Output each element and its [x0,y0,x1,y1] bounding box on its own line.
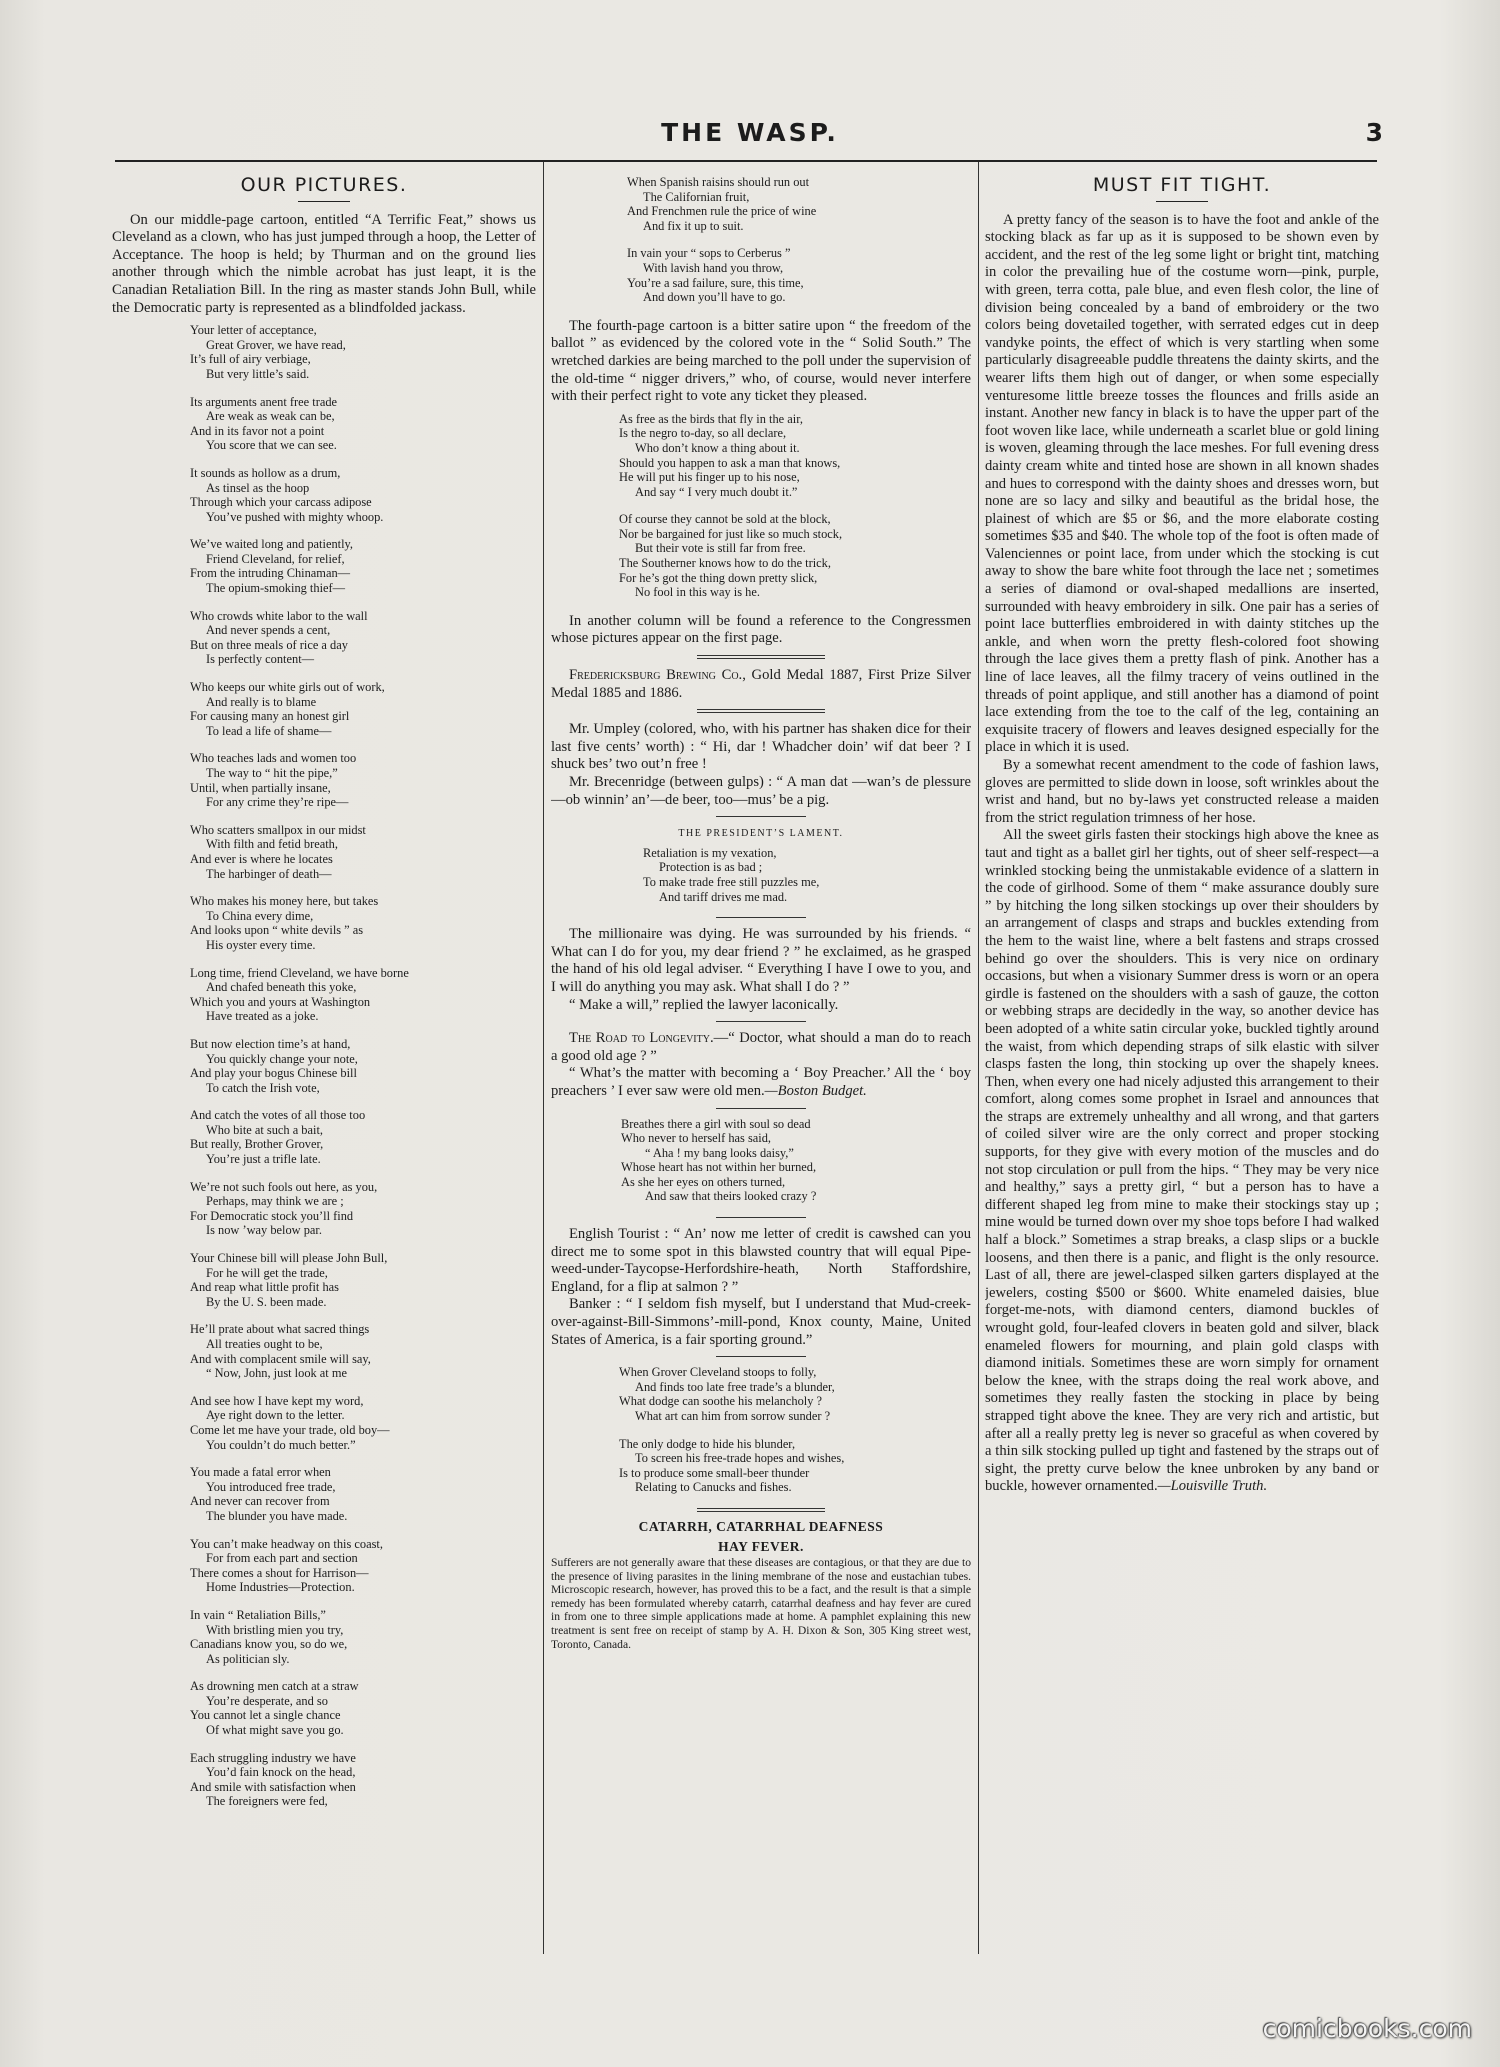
millionaire-paragraph: The millionaire was dying. He was surrounded by his friends. “ What can I do for you, my dear friend ? ” he exclaimed, as he grasped the hand of his old legal adviser. “ Everything I have I owe to you, and I will do anything you may ask. What shall I do ? ” [551,926,971,995]
poem-line: Is to produce some small-beer thunder [619,1465,810,1480]
separator [697,709,825,713]
poem-line: Perhaps, may think we are ; [206,1194,344,1209]
poem-line: And tariff drives me mad. [659,889,788,904]
poem-line: And finds too late free trade’s a blunder, [635,1379,835,1394]
poem-line: No fool in this way is he. [635,585,760,600]
poem-line: As politician sly. [206,1651,290,1666]
poem-line: For Democratic stock you’ll find [190,1208,354,1223]
poem-stanza [190,680,536,738]
poem-line: You score that we can see. [206,438,337,453]
poem-line: You couldn’t do much better.” [206,1437,356,1452]
poem-stanza [190,1465,536,1523]
poem-line: Of course they cannot be sold at the block, [619,512,831,527]
poem-line: But very little’s said. [206,366,310,381]
road-longevity-question: —“ Doctor, what should a man do to reach a good old age ? ” [551,1030,971,1064]
poem-line: You’re desperate, and so [206,1693,328,1708]
poem-stanza [627,175,971,233]
brecenridge-paragraph: Mr. Brecenridge (between gulps) : “ A man dat —wan’s de plessure—ob winnin’ an’—de beer, too—mus’ be a pig. [551,774,971,808]
poem-line: With lavish hand you throw, [643,260,784,275]
poem-line: There comes a shout for Harrison— [190,1565,369,1580]
make-will-paragraph: “ Make a will,” replied the lawyer laconically. [569,996,839,1013]
grover-folly-poem [551,1365,971,1495]
poem-line: Retaliation is my vexation, [643,845,777,860]
poem-line: And see how I have kept my word, [190,1393,364,1408]
poem-stanza [643,846,971,904]
must-fit-tight-heading: MUST FIT TIGHT. [1092,175,1272,196]
poem-stanza [190,751,536,809]
poem-line: With filth and fetid breath, [206,837,338,852]
poem-line: The Southerner knows how to do the trick, [619,556,831,571]
poem-line: The foreigners were fed, [206,1794,328,1809]
newspaper-title: THE WASP. [661,118,839,147]
poem-line: Who scatters smallpox in our midst [190,822,366,837]
poem-line: Come let me have your trade, old boy— [190,1422,390,1437]
poem-line: And never can recover from [190,1494,330,1509]
heading-rule [1156,201,1208,202]
poem-line: And say “ I very much doubt it.” [635,484,798,499]
poem-line: We’re not such fools out here, as you, [190,1179,378,1194]
boston-budget-source: —Boston Budget. [764,1082,867,1099]
louisville-truth-source: —Louisville Truth. [1157,1478,1268,1495]
poem-stanza [190,1394,536,1452]
poem-line: His oyster every time. [206,937,316,952]
poem-line: “ Aha ! my bang looks daisy,” [645,1145,794,1160]
banker-paragraph: Banker : “ I seldom fish myself, but I understand that Mud-creek-over-against-Bill-Simmons’-mill-pond, Knox county, Maine, United States of America, is a fair sporting ground.” [551,1296,971,1348]
separator [697,655,825,659]
masthead [115,118,1385,158]
poem-stanza [619,412,971,500]
poem-line: And reap what little profit has [190,1280,339,1295]
poem-line: For causing many an honest girl [190,709,350,724]
poem-line: He will put his finger up to his nose, [619,470,800,485]
poem-line: The way to “ hit the pipe,” [206,766,338,780]
poem-line: Who don’t know a thing about it. [635,440,800,455]
poem-line: Great Grover, we have read, [206,337,346,352]
column-rule-1 [543,162,544,1954]
poem-line: For from each part and section [206,1551,358,1566]
poem-line: Canadians know you, so do we, [190,1637,348,1652]
poem-line: Aye right down to the letter. [206,1408,345,1423]
poem-line: To catch the Irish vote, [206,1080,320,1095]
poem-line: You’d fain knock on the head, [206,1765,356,1780]
poem-line: You’re just a trifle late. [206,1152,321,1167]
poem-line: You made a fatal error when [190,1465,331,1480]
separator [716,917,806,918]
poem-stanza [190,1751,536,1809]
poem-line: But now election time’s at hand, [190,1036,351,1051]
poem-line: He’ll prate about what sacred things [190,1322,370,1337]
poem-line: And fix it up to suit. [643,218,744,233]
poem-line: For he will get the trade, [206,1265,328,1280]
poem-line: And catch the votes of all those too [190,1108,366,1123]
poem-line: Breathes there a girl with soul so dead [621,1116,811,1131]
heading-rule [298,201,350,202]
english-tourist-paragraph: English Tourist : “ An’ now me letter of credit is cawshed can you direct me to some spot in this blawsted country that will equal Pipe-weed-under-Taycopse-Herfordshire-heath, North Staffordshire, England, for a flip at salmon ? ” [551,1226,971,1295]
poem-stanza [190,1180,536,1238]
poem-line: Is now ’way below par. [206,1223,322,1238]
poem-line: Have treated as a joke. [206,1009,319,1024]
poem-line: You cannot let a single chance [190,1708,341,1723]
poem-line: When Grover Cleveland stoops to folly, [619,1365,817,1380]
poem-stanza [190,1608,536,1666]
breathes-there-poem [551,1117,971,1205]
catarrh-heading: CATARRH, CATARRHAL DEAFNESS [638,1518,884,1534]
poem-line: And with complacent smile will say, [190,1351,371,1366]
poem-stanza [190,1537,536,1595]
poem-line: Who makes his money here, but takes [190,894,379,909]
poem-line: You quickly change your note, [206,1051,358,1066]
fourth-page-cartoon: The fourth-page cartoon is a bitter satire upon “ the freedom of the ballot ” as evidenced by the colored vote in the “ Solid South.” The wretched darkies are being marched to the poll under the supervision of the old-time “ nigger drivers,” who, of course, would never interfere with their perfect right to vote any ticket they pleased. [551,317,971,405]
poem-line: By the U. S. been made. [206,1294,327,1309]
umpley-paragraph: Mr. Umpley (colored, who, with his partner has shaken dice for their last five cents’ worth) : “ Hi, dar ! Whadcher doin’ wif dat beer ? I shuck bes’ two out’n free ! [551,721,971,773]
poem-line: What art can him from sorrow sunder ? [635,1409,831,1423]
poem-stanza [190,1037,536,1095]
poem-line: All treaties ought to be, [206,1337,323,1351]
poem-stanza [190,966,536,1024]
separator [716,1021,806,1022]
poem-line: To China every dime, [206,908,314,923]
poem-line: For he’s got the thing down pretty slick, [619,570,818,585]
poem-line: Who teaches lads and women too [190,751,357,766]
road-longevity-name: The Road to Longevity. [569,1030,714,1047]
poem-line: Protection is as bad ; [659,860,763,875]
poem-line: What dodge can soothe his melancholy ? [619,1394,823,1409]
poem-line: Are weak as weak can be, [206,409,335,424]
poem-line: And ever is where he locates [190,851,333,866]
poem-line: And down you’ll have to go. [643,290,786,305]
poem-line: Which you and yours at Washington [190,994,371,1009]
poem-stanza [190,894,536,952]
poem-line: In vain your “ sops to Cerberus ” [627,246,791,261]
poem-stanza [190,1322,536,1380]
poem-line: For any crime they’re ripe— [206,795,349,810]
poem-line: Your letter of acceptance, [190,323,317,338]
header-rule [115,160,1377,162]
gloves-paragraph: By a somewhat recent amendment to the code of fashion laws, gloves are permitted to slide down in loose, soft wrinkles about the wrist and hand, but no by-laws yet constructed release a maiden from the strict regulation trimness of her hose. [985,757,1379,826]
poem-line: Who crowds white labor to the wall [190,608,368,623]
poem-line: From the intruding Chinaman— [190,566,351,581]
column-middle [551,175,971,1965]
page-number: 3 [1365,118,1383,147]
poem-line: And looks upon “ white devils ” as [190,923,364,938]
poem-line: Is the negro to-day, so all declare, [619,426,787,441]
poem-stanza [190,466,536,524]
our-pictures-heading: OUR PICTURES. [240,175,408,196]
poem-stanza [190,1108,536,1166]
poem-line: Is perfectly content— [206,652,315,667]
poem-line: And chafed beneath this yoke, [206,980,357,995]
poem-line: Through which your carcass adipose [190,495,372,510]
poem-line: As tinsel as the hoop [206,480,310,495]
poem-line: It sounds as hollow as a drum, [190,465,341,480]
poem-line: “ Now, John, just look at me [206,1366,347,1381]
poem-stanza [619,1437,971,1495]
poem-line: In vain “ Retaliation Bills,” [190,1607,326,1622]
poem-line: Your Chinese bill will please John Bull, [190,1251,388,1266]
poem-line: Who never to herself has said, [621,1131,772,1146]
poem-line: You introduced free trade, [206,1479,336,1494]
poem-line: But their vote is still far from free. [635,541,806,556]
poem-line: Its arguments anent free trade [190,394,338,409]
poem-line: And play your bogus Chinese bill [190,1066,357,1081]
poem-line: Home Industries—Protection. [206,1580,355,1595]
poem-line: The Californian fruit, [643,189,750,204]
president-lament-poem [551,846,971,904]
poem-line: It’s full of airy verbiage, [190,352,311,367]
column-rule-2 [978,162,979,1954]
poem-line: When Spanish raisins should run out [627,175,810,189]
poem-stanza [190,1679,536,1737]
poem-line: And really is to blame [206,694,317,709]
poem-stanza [190,823,536,881]
poem-line: As drowning men catch at a straw [190,1679,359,1694]
poem-line: The only dodge to hide his blunder, [619,1436,796,1451]
poem-stanza [619,1365,971,1423]
poem-line: Who bite at such a bait, [206,1122,323,1137]
poem-stanza [190,1251,536,1309]
poem-line: The opium-smoking thief— [206,581,346,596]
poem-continuation [551,175,971,305]
separator [716,816,806,817]
poem-line: To screen his free-trade hopes and wishes, [635,1451,845,1466]
poem-line: You can’t make headway on this coast, [190,1536,383,1551]
poem-line: And Frenchmen rule the price of wine [627,204,817,219]
poem-line: Nor be bargained for just like so much stock, [619,526,843,541]
poem-stanza [190,609,536,667]
poem-line: As free as the birds that fly in the air, [619,411,803,426]
poem-line: Should you happen to ask a man that knows, [619,455,841,470]
poem-line: Each struggling industry we have [190,1750,356,1765]
poem-line: With bristling mien you try, [206,1622,344,1637]
boy-preacher-answer: “ What’s the matter with becoming a ‘ Boy Preacher.’ All the ‘ boy preachers ’ I ever saw were old men. [551,1065,971,1099]
poem-line: And in its favor not a point [190,423,325,438]
cartoon-description: On our middle-page cartoon, entitled “A Terrific Feat,” shows us Cleveland as a clown, who has just jumped through a hoop, the Letter of Acceptance. The hoop is held; by Thurman and on the ground lies another through which the nimble acrobat has just leapt, it is the Canadian Retaliation Bill. In the ring as master stands John Bull, while the Democratic party is represented as a blindfolded jackass. [112,211,536,316]
poem-line: To make trade free still puzzles me, [643,874,820,889]
poem-line: And never spends a cent, [206,623,331,638]
acceptance-poem [112,323,536,1809]
poem-line: But on three meals of rice a day [190,637,348,652]
hay-fever-heading: HAY FEVER. [718,1538,804,1554]
poem-stanza [190,395,536,453]
catarrh-advertisement: Sufferers are not generally aware that these diseases are contagious, or that they are due to the presence of living parasites in the lining membrane of the nose and eustachian tubes. Microscopic research, however, has proved this to be a fact, and the result is that a simple remedy has been formulated whereby catarrh, catarrhal deafness and hay fever are cured in from one to three simple applications made at home. A pamphlet explaining this new treatment is sent free on receipt of stamp by A. H. Dixon & Son, 305 King street west, Toronto, Canada. [551,1555,971,1651]
poem-line: Long time, friend Cleveland, we have borne [190,965,409,980]
poem-line: To lead a life of shame— [206,723,332,738]
separator [716,1108,806,1109]
poem-line: You’ve pushed with mighty whoop. [206,509,384,524]
poem-line: But really, Brother Grover, [190,1137,324,1152]
site-watermark: comicbooks.com [1262,2014,1472,2043]
separator [697,1508,825,1512]
poem-stanza [190,323,536,381]
poem-line: The harbinger of death— [206,866,332,881]
poem-line: Of what might save you go. [206,1723,344,1738]
poem-line: Who keeps our white girls out of work, [190,680,385,695]
fredericksburg-name: Fredericksburg Brewing Co. [569,667,743,684]
poem-line: And saw that theirs looked crazy ? [645,1189,817,1204]
poem-stanza [627,246,971,304]
free-as-birds-poem [551,412,971,600]
poem-line: Until, when partially insane, [190,780,331,795]
poem-line: The blunder you have made. [206,1508,348,1523]
poem-stanza [190,537,536,595]
poem-line: Friend Cleveland, for relief, [206,551,345,566]
poem-stanza [621,1117,971,1205]
poem-line: We’ve waited long and patiently, [190,537,354,552]
stocking-fashion-paragraph: A pretty fancy of the season is to have the foot and ankle of the stocking black as far up as it is supposed to be shown even by accident, and the rest of the leg some light or bright tint, matching in color the prevailing hue of the costume worn—pink, purple, with green, terra cotta, pale blue, and even flesh color, the line of division being concealed by a band of embroidery or the two colors being dovetailed together, with serrated edges cut in deep vandyke points, the effect of which is very startling when some particularly disagreeable puddle threatens the dainty skirts, and the wearer lifts them high out of danger, or when some especially venturesome little breeze tosses the flounces and frills aside an instant. Another new fancy in black is to have the upper part of the foot woven like lace, while underneath a scarlet blue or gold lining is woven, gleaming through the lace meshes. For full evening dress dainty cream white and tinted hose are shown in all known shades and hues to correspond with the dainty shoes and dresses worn, but none are so lacy and silky and beautiful as the bridal hose, the plainest of which are $5 or $6, and the more elaborate costing sometimes $35 and $40. The whole top of the foot is often made of Valenciennes or point lace, from under which the stocking is cut away to show the bare white foot through the lace net ; sometimes a series of diamond or oval-shaped medallions are inserted, surrounded with heavy embroidery in silk. One pair has a series of point lace butterflies embroidered in with dainty stitches up the ankle, and when worn the pretty flesh-colored foot showing through the lace gives them a pretty flash of pink. Another has a line of lace leaves, all the filmy tracery of veins outlined in the threads of point applique, and still another has a diamond of point lace extending from the toe to the calf of the leg, containing an exquisite tracery of flowers and leaves designed especially for the place in which it is used. [985,211,1379,756]
poem-line: As she her eyes on others turned, [621,1174,786,1189]
separator [716,1356,806,1357]
congressmen-note: In another column will be found a reference to the Congressmen whose pictures appear on the first page. [551,612,971,647]
garters-paragraph: All the sweet girls fasten their stockings high above the knee as taut and tight as a ballet girl her tights, out of sheer self-respect—a wrinkled stocking being the unmistakable evidence of a slattern in the code of girlhood. Some of them “ make assurance doubly sure ” by hitching the long silken stockings up over their shoulders by an arrangement of clasps and straps and buckles extending from the hem to the waist line, where a belt fastens and straps crossed behind go over the shoulders. This is very nice on ordinary occasions, but when a visionary Summer dress is worn or an opera girdle is fastened on the shoulders with a sash of gauze, the cotton or webbing straps are decidedly in the way, so another device has been adopted of a white satin circular yoke, buckled tightly around the waist, from which depending straps of silk elastic with silver clasps fasten the long, thin stocking up over the shapely knees. Then, when every one had nicely adjusted this arrangement to their comfort, along comes some prophet in Israel and announces that the straps are extremely unhealthy and all wrong, and that garters of coiled silver wire are the only correct and proper stocking supports, for they give with every motion of the muscles and do not stop circulation or pull from the hips. “ They may be very nice and healthy,” says a pretty girl, “ but a person has to have a different shaped leg from mine to make their stockings stay up ; mine would be turned down over my shoe tops before I had walked half a block.” Sometimes a strap breaks, a clasp slips or a buckle loosens, and then there is a panic, and flight is the only resource. Last of all, there are jewel-clasped silken garters displayed at the jewelers, costing $500 or $600. White enameled daisies, blue forget-me-nots, with diamond centers, diamond buckles of wrought gold, four-leafed clovers in beaten gold and silver, black enameled flowers for mourning, and plain gold clasps with diamond initials. Sometimes these are worn simply for ornament below the knee, with the straps doing the real work above, and sometimes they really fasten the stocking in place by being strapped tight above the knee. They are very rich and artistic, but after all a really pretty leg is never so graceful as when covered by a thin silk stocking pulled up tight and fastened by the straps out of sight, the pretty curve below the knee unbroken by any band or buckle, however ornamented. [985,827,1379,1495]
fredericksburg-award: , Gold Medal 1887, First Prize Silver Medal 1885 and 1886. [551,667,971,701]
poem-stanza [619,512,971,600]
column-must-fit-tight [985,175,1379,1965]
poem-line: And smile with satisfaction when [190,1779,356,1794]
poem-line: You’re a sad failure, sure, this time, [627,275,804,290]
president-lament-heading: THE PRESIDENT’S LAMENT. [678,828,844,840]
column-our-pictures [112,175,536,1965]
separator [716,1217,806,1218]
poem-line: Whose heart has not within her burned, [621,1160,817,1175]
poem-line: Relating to Canucks and fishes. [635,1480,792,1495]
